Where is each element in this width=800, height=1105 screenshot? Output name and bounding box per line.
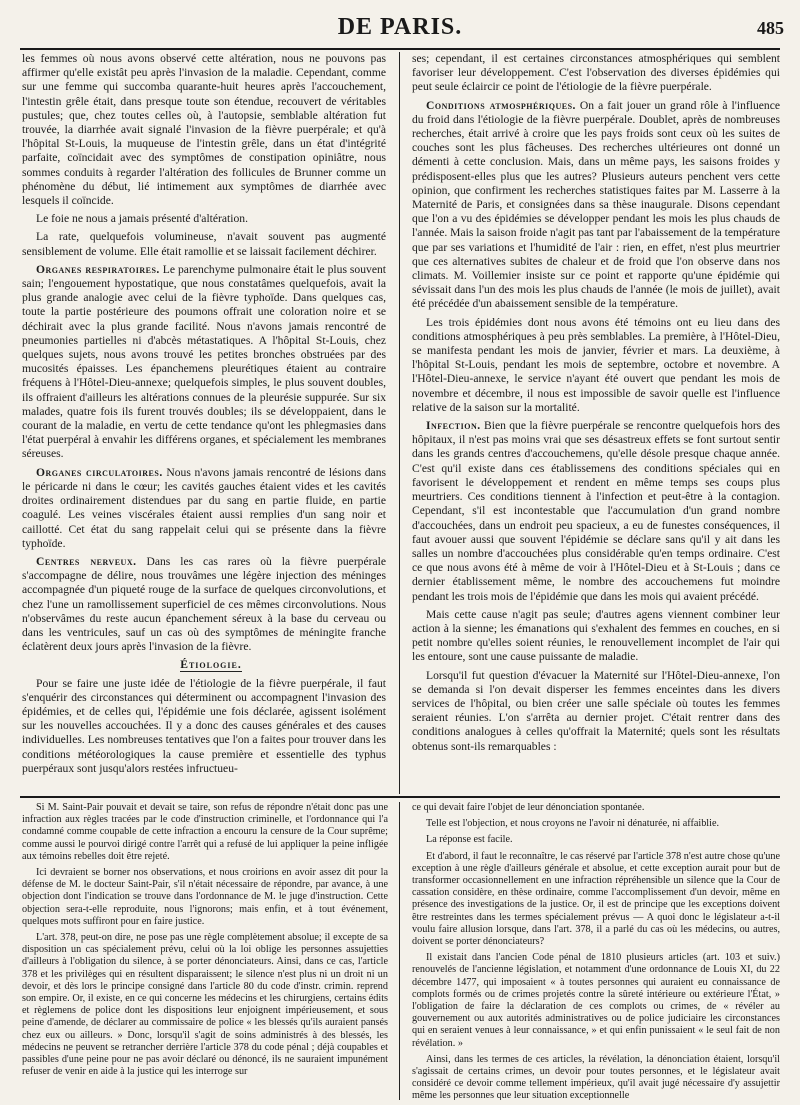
section-heading: Organes respiratoires. — [36, 262, 160, 276]
masthead — [0, 8, 800, 52]
paragraph: ses; cependant, il est certaines circonstances atmosphériques qui semblent favoriser leur développement. C'est l'observation des diverses épidémies qui peut seule éclaircir ce point de l'étiologie de la fièvre puerpérale. — [412, 52, 780, 94]
feuilleton-column-right — [412, 802, 780, 1100]
paragraph: Pour se faire une juste idée de l'étiologie de la fièvre puerpérale, il faut s'enquérir des circonstances qui déterminent ou accompagnent l'invasion des épidémies, et de celles qui, l'épidémie une fois déclarée, agissent isolément sur les nouvelles accouchées. Il y a donc des causes générales et des causes individuelles. Les nombreuses tentatives que l'on a faites pour trouver dans les conditions météorologiques la cause première et essentielle des typhus puerpéraux sont jusqu'alors restées infructueu- — [22, 676, 386, 775]
paragraph-text: Bien que la fièvre puerpérale se rencontre quelquefois hors des hôpitaux, il n'est pas moins vrai que ses désastreux effets se font surtout sentir dans les grands centres d'accouchemens, qu'elle désole presque chaque année. C'est qu'il existe dans ces établissemens des conditions spéciales qui en favorisent le développement et rendent en même temps ses coups plus meurtriers. Ces conditions tiennent à l'infection et peut-être à la contagion. Cependant, s'il est incontestable que l'accumulation d'un grand nombre d'accouchées, dans un endroit peu spacieux, a eu de funestes conséquences, il faut avouer aussi que souvent l'épidémie se déclare sans qu'il y ait dans les salles un nombre d'accouchées plus considérable qu'en temps ordinaire. C'est ce que nous avons été à même de voir à l'Hôtel-Dieu et à St-Louis ; dans ce dernier établissement même, le nombre des accouchemens fut moindre pendant les trois mois de l'épidémie que dans les mois qui avaient précédé. — [412, 419, 780, 603]
paragraph-infection — [412, 419, 780, 604]
paragraph-text: Nous n'avons jamais rencontré de lésions dans le péricarde ni dans le cœur; les cavités gauches étaient vides et les cavités droites ordinairement distendues par du sang en partie fluide, en partie coagulé. Les veines viscérales étaient aussi remplies d'un sang noir et caillotté. Cet état du sang rappelait celui qui se présente dans la fièvre typhoïde. — [22, 465, 386, 550]
section-heading: Centres nerveux. — [36, 554, 137, 568]
paragraph: Le foie ne nous a jamais présenté d'altération. — [36, 212, 248, 226]
paragraph-text: Dans les cas rares où la fièvre puerpérale s'accompagne de délire, nous trouvâmes une légère injection des méninges accompagnée d'un piqueté rouge de la surface de quelques circonvolutions, et chez l'une un ramollissement superficiel de ces mêmes circonvolutions. Nous n'observâmes du reste aucun épanchement séreux à la base du cerveau ou dans les ventricules, sauf un cas où des symptômes de méningite franche éclatèrent deux jours après l'invasion de la fièvre. — [22, 554, 386, 654]
paragraph: Les trois épidémies dont nous avons été témoins ont eu lieu dans des conditions atmosphériques à peu près semblables. La première, à l'Hôtel-Dieu, se manifesta pendant les mois de janvier, février et mars. La deuxième, à l'hôpital St-Louis, pendant les mois de septembre, octobre et novembre. A l'Hôtel-Dieu-annexe, le service n'ayant été ouvert que pendant les mois de novembre et décembre, il nous est impossible de savoir quelle est l'influence relative de la saison sur la mortalité. — [412, 315, 780, 414]
section-title-etiologie: Étiologie. — [180, 658, 242, 672]
page-number: 485 — [757, 18, 784, 38]
article-column-right — [412, 52, 780, 794]
paragraph: Ainsi, dans les termes de ces articles, la révélation, la dénonciation étaient, lorsqu'il s'agissait de certains crimes, un devoir pour toutes personnes, et le législateur avait considéré ce devoir comme tellement impérieux, qu'il avait jugé nécessaire d'y assujettir même les personnes que leur situation exceptionnelle — [412, 1053, 780, 1100]
paragraph: La rate, quelquefois volumineuse, n'avait souvent pas augmenté sensiblement de volume. Elle était ramollie et se laissait facilement déchirer. — [22, 230, 386, 258]
paragraph: Telle est l'objection, et nous croyons ne l'avoir ni dénaturée, ni affaiblie. — [426, 818, 720, 830]
paragraph-organes-circulatoires — [22, 466, 386, 551]
header-rule — [20, 48, 780, 50]
paragraph: ce qui devait faire l'objet de leur dénonciation spontanée. — [412, 802, 645, 813]
paragraph: Et d'abord, il faut le reconnaître, le cas réservé par l'article 378 n'est autre chose qu'une exception à une règle d'ailleurs générale et absolue, et cette exception aurait pour but de transformer occasionnellement en une infraction répréhensible un silence que la Cour de cassation considère, en thèse ordinaire, comme l'accomplissement d'un devoir, même en présence des investigations de la justice. Or, il est de principe que les exceptions doivent être restreintes dans les termes spécialement prévus — A quoi donc le législateur a-t-il voulu faire allusion lorsque, dans l'art. 378, il a parlé du cas où les médecins, ou autres, doivent se porter dénonciateurs? — [412, 850, 780, 948]
paragraph: Il existait dans l'ancien Code pénal de 1810 plusieurs articles (art. 103 et suiv.) renouvelés de l'ancienne législation, et notamment d'une ordonnance de Louis XI, du 22 décembre 1477, qui imposaient « à toutes personnes qui auraient eu connaissance de complots formés ou de crimes projetés contre la sûreté intérieure ou extérieure l'État, » l'obligation de faire la déclaration de ces complots ou crimes, de « révéler au gouvernement ou aux autorités administratives ou de police judiciaire les circonstances qui en seraient venues à leur connaissance, » et qui enfin punissaient « le seul fait de non révélation. » — [412, 952, 780, 1049]
paragraph: Lorsqu'il fut question d'évacuer la Maternité sur l'Hôtel-Dieu-annexe, l'on se demanda si l'on devait disperser les femmes enceintes dans les divers services de l'hôpital, ou bien créer une salle spéciale où toutes les femmes seraient réunies. L'on s'arrêta au dernier projet. C'était rentrer dans des conditions analogues à celles qu'offrait la Maternité; quels sont les résultats obtenus sont-ils remarquables : — [412, 668, 780, 753]
paragraph: Mais cette cause n'agit pas seule; d'autres agens viennent combiner leur action à la sienne; les émanations qui s'exhalent des femmes en couches, en si petit nombre qu'elles soient réunies, le renouvellement incomplet de l'air qui les entoure, sont une cause puissante de maladie. — [412, 607, 780, 664]
paragraph: L'art. 378, peut-on dire, ne pose pas une règle complètement absolue; il excepte de sa disposition un cas spécialement prévu, celui où la loi oblige les personnes assujetties d'ailleurs à l'obligation du silence, à se porter dénonciateurs. Ainsi, dans ce cas, l'article 378 et les privilèges qui en résultent disparaissent; le silence n'est plus ni un droit ni un devoir, et dès lors le principe consigné dans l'article 80 du code d'instr. crimin. reprend son empire. Or, il existe, en ce qui concerne les médecins et les chirurgiens, certains édits et règlemens de police dont les dispositions leur enjoignent impérieusement, et sous peine d'amende, de déclarer au commissaire de police « les blessés qu'ils auraient pansés chez eux ou ailleurs. » Donc, lorsqu'il s'agit de soins administrés à des blessés, les médecins ne peuvent se retrancher derrière l'article 378 du code pénal ; déjà coupables et passibles d'une peine pour ne pas avoir déclaré ou dénoncé, ils ne sauraient impunément refuser de venir en aide à la justice qui les interroge sur — [22, 932, 388, 1078]
article-column-left — [22, 52, 386, 794]
page-header-title: DE PARIS. — [337, 14, 463, 40]
feuilleton-column-left — [22, 802, 388, 1100]
section-heading: Conditions atmosphériques. — [426, 98, 576, 112]
paragraph: Ici devraient se borner nos observations, et nous croirions en avoir assez dit pour la défense de M. le docteur Saint-Pair, s'il n'était nécessaire de répondre, par avance, à une objection dont l'indication se trouve dans l'ordonnance de M. le juge d'instruction. Cette objection sera-t-elle reproduite, nous l'ignorons; mais enfin, et à tout événement, quelques mots suffiront pour en faire justice. — [22, 867, 388, 927]
column-divider — [399, 802, 400, 1100]
paragraph-conditions-atmospheriques — [412, 99, 780, 312]
section-heading: Infection. — [426, 419, 481, 433]
paragraph: les femmes où nous avons observé cette altération, nous ne pouvons pas affirmer qu'elle existât peu après l'invasion de la maladie. Cependant, comme sur une femme qui succomba quarante-huit heures après l'accouchement, l'intestin grêle était, dans presque toute son étendue, recouvert de véritables pustules; que, chez toutes celles où, à l'autopsie, semblable altération fut trouvée, la diarrhée avait signalé l'invasion de la fièvre puerpérale; et qu'à l'hôpital St-Louis, la muqueuse de l'intestin grêle, dans un état d'intégrité parfaite, coïncidait avec des symptômes de constipation opiniâtre, nous sommes conduits à regarder l'altération des follicules de Brunner comme un phénomène du début, lié intimement aux symptômes de diarrhée avec lesquels il coïncide. — [22, 52, 386, 208]
paragraph-centres-nerveux — [22, 555, 386, 654]
paragraph: La réponse est facile. — [426, 834, 513, 846]
paragraph: Si M. Saint-Pair pouvait et devait se taire, son refus de répondre n'était donc pas une infraction aux règles tracées par le code d'instruction criminelle, et l'ordonnance qui l'a condamné comme coupable de cette infraction a encouru la censure de la Cour suprême; comme aussi le pourvoi dirigé contre l'arrêt qui a refusé de lui appliquer la peine infligée aux témoins rebelles doit être rejeté. — [22, 802, 388, 862]
section-heading: Organes circulatoires. — [36, 465, 163, 479]
section-rule — [20, 796, 780, 798]
column-divider — [399, 52, 400, 794]
paragraph-text: On a fait jouer un grand rôle à l'influence du froid dans l'étiologie de la fièvre puerpérale. Doublet, après de nombreuses recherches, était arrivé à croire que les pays froids sont ceux où les suites de couches sont les plus fâcheuses. Des recherches ultérieures ont donné un démenti à cette conclusion. Mais, dans un même pays, les saisons froides y prédisposent-elles plus que les autres? Plusieurs auteurs penchent vers cette opinion, que confirment les recherches statistiques faites par M. Lasserre à la Maternité de Paris, et consignées dans sa thèse inaugurale. Disons cependant que l'on a vu des épidémies se développer pendant les mois les plus chauds de l'année. Mais la saison froide n'agit pas tant par l'abaissement de la température que par ses variations et l'humidité de l'air : rien, en effet, n'est plus meurtrier que ces alternatives subites de chaleur et de froid que l'on observe dans nos climats. M. Voillemier insiste sur ce point et rapporte qu'une épidémie qui sévissait dans l'un des mois les plus chauds de l'année (le mois de juillet), avait été précédée d'un abaissement sensible de la température. — [412, 98, 780, 311]
paragraph-organes-respiratoires — [22, 263, 386, 462]
paragraph-text: Le parenchyme pulmonaire était le plus souvent sain; l'engouement hypostatique, que nous constatâmes quelquefois, avait la plus grande analogie avec celui de la fièvre typhoïde. Dans quelques cas, toute la partie postérieure des poumons offrait une coloration noire et se déchirait avec la plus grande facilité. Nous n'avons jamais rencontré de pneumonies partielles ni d'abcès métastatiques. A l'hôpital St-Louis, chez quelques sujets, nous avons trouvé les petites bronches obstruées par des mucosités épaisses. Les épanchemens pleurétiques étaient au contraire fréquens à l'Hôtel-Dieu-annexe; quelquefois simples, le plus souvent doubles, ils offraient d'ailleurs les altérations connues de la pleurésie suppurée. Sur six malades, quatre fois ils furent trouvés doubles; ils se développaient, dans le courant de la maladie, en vertu de cette tendance qu'ont les phlegmasies dans l'état puerpéral à envahir les différens organes, et spécialement les membranes séreuses. — [22, 262, 386, 461]
